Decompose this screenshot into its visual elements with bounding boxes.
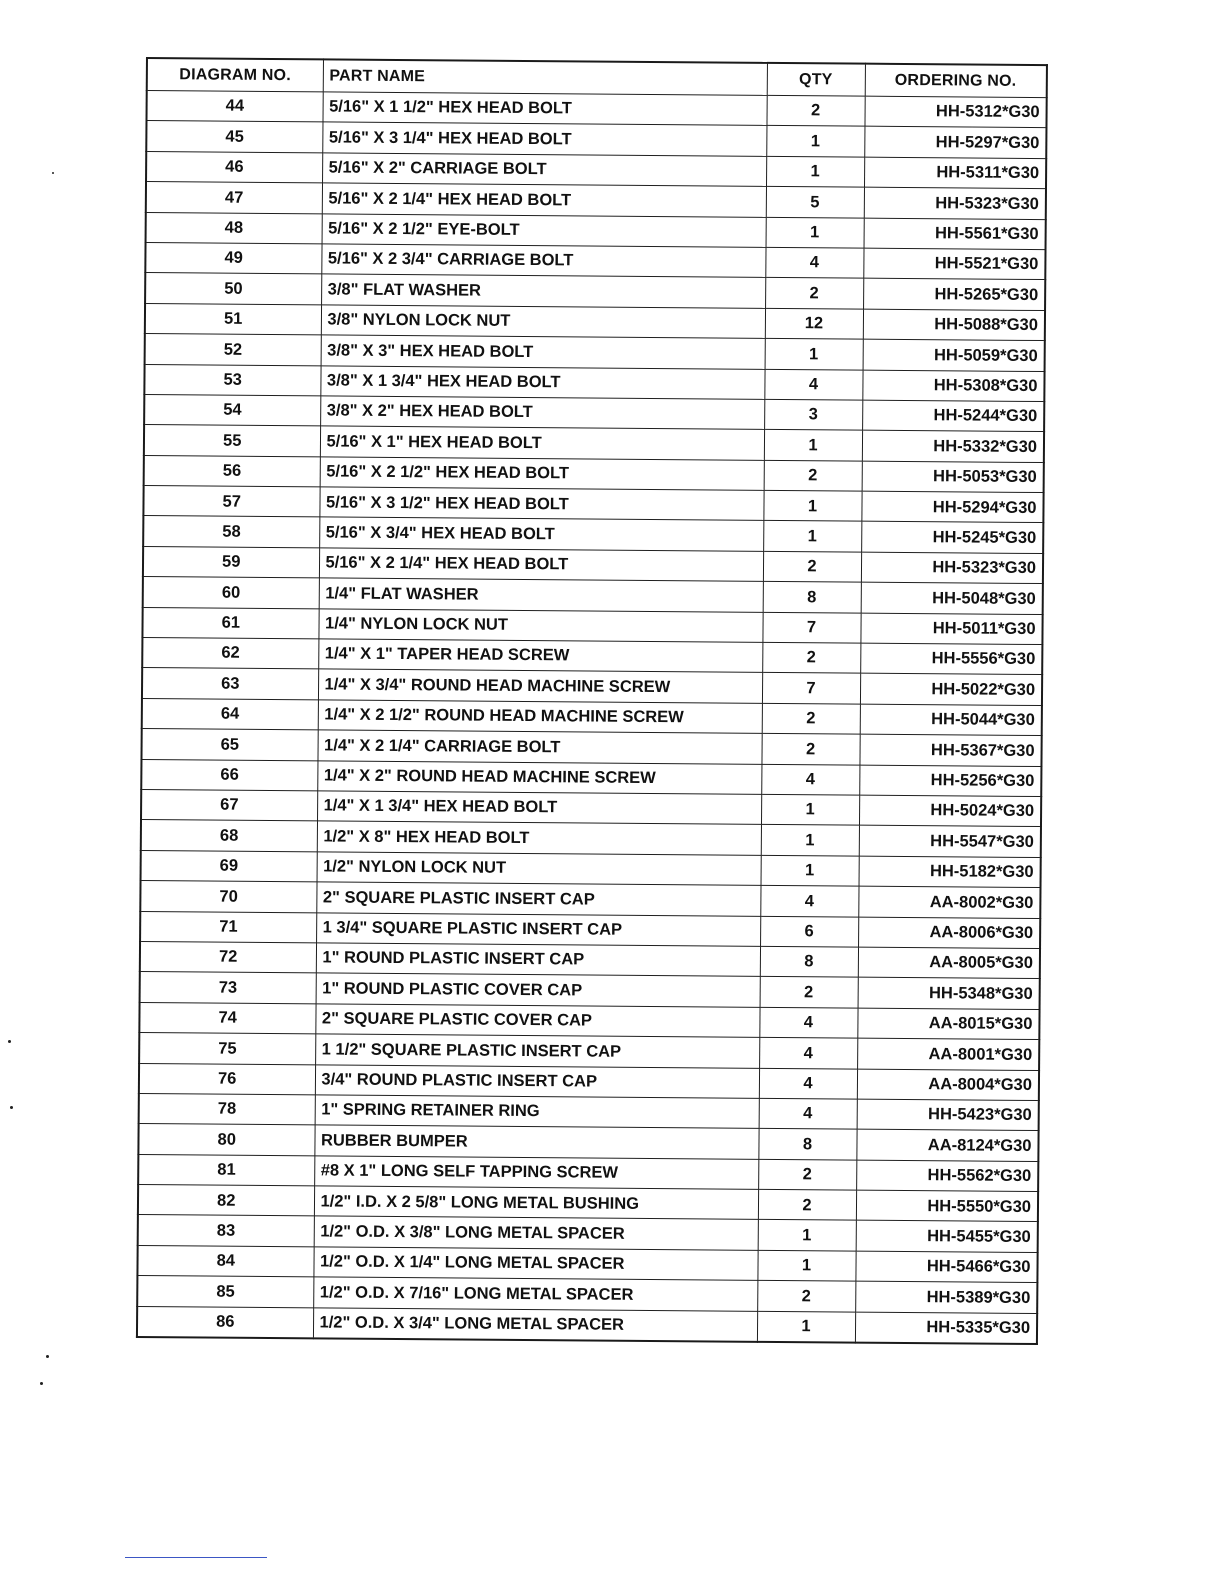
part-name-cell: 1/2" NYLON LOCK NUT [317, 852, 761, 886]
ordering-no-cell: HH-5389*G30 [855, 1281, 1037, 1313]
qty-cell: 7 [762, 612, 860, 643]
qty-cell: 1 [761, 855, 859, 886]
diagram-no-cell: 58 [143, 516, 319, 548]
diagram-no-cell: 82 [138, 1185, 314, 1217]
footer-rule [125, 1557, 267, 1558]
diagram-no-cell: 86 [137, 1306, 313, 1338]
diagram-no-cell: 50 [145, 273, 321, 305]
part-name-cell: 3/8" X 2" HEX HEAD BOLT [320, 396, 764, 430]
ordering-no-cell: AA-8001*G30 [857, 1038, 1039, 1070]
part-name-cell: 2" SQUARE PLASTIC COVER CAP [315, 1004, 759, 1038]
qty-cell: 4 [759, 1068, 857, 1099]
diagram-no-cell: 76 [139, 1063, 315, 1095]
diagram-no-cell: 52 [145, 334, 321, 366]
ordering-no-cell: HH-5044*G30 [860, 704, 1042, 736]
qty-cell: 1 [766, 217, 864, 248]
diagram-no-cell: 69 [141, 850, 317, 882]
ordering-no-cell: HH-5048*G30 [861, 582, 1043, 614]
scan-speck [8, 1040, 11, 1043]
part-name-cell: 1" SPRING RETAINER RING [315, 1095, 759, 1129]
part-name-cell: 5/16" X 2 1/4" HEX HEAD BOLT [319, 548, 763, 582]
diagram-no-cell: 46 [146, 151, 322, 183]
ordering-no-cell: HH-5332*G30 [862, 430, 1044, 462]
scan-speck [52, 172, 54, 174]
header-qty: QTY [767, 63, 865, 96]
diagram-no-cell: 55 [144, 425, 320, 457]
part-name-cell: 5/16" X 1" HEX HEAD BOLT [320, 426, 764, 460]
part-name-cell: 3/8" X 1 3/4" HEX HEAD BOLT [320, 365, 764, 399]
ordering-no-cell: HH-5561*G30 [864, 218, 1046, 250]
header-ordering-no: ORDERING NO. [865, 64, 1047, 98]
part-name-cell: 5/16" X 2" CARRIAGE BOLT [322, 153, 766, 187]
diagram-no-cell: 71 [140, 911, 316, 943]
ordering-no-cell: HH-5323*G30 [861, 552, 1043, 584]
qty-cell: 6 [760, 916, 858, 947]
ordering-no-cell: HH-5562*G30 [856, 1160, 1038, 1192]
ordering-no-cell: HH-5348*G30 [858, 977, 1040, 1009]
diagram-no-cell: 72 [140, 941, 316, 973]
diagram-no-cell: 56 [144, 455, 320, 487]
qty-cell: 2 [762, 642, 860, 673]
ordering-no-cell: HH-5423*G30 [857, 1099, 1039, 1131]
qty-cell: 3 [764, 399, 862, 430]
diagram-no-cell: 45 [146, 121, 322, 153]
qty-cell: 1 [761, 825, 859, 856]
part-name-cell: 5/16" X 2 1/4" HEX HEAD BOLT [322, 183, 766, 217]
part-name-cell: 2" SQUARE PLASTIC INSERT CAP [316, 882, 760, 916]
part-name-cell: 1/2" I.D. X 2 5/8" LONG METAL BUSHING [314, 1186, 758, 1220]
table-row [137, 1306, 1037, 1344]
qty-cell: 1 [757, 1250, 855, 1281]
diagram-no-cell: 73 [140, 972, 316, 1004]
qty-cell: 2 [763, 551, 861, 582]
diagram-no-cell: 49 [145, 242, 321, 274]
diagram-no-cell: 80 [138, 1124, 314, 1156]
part-name-cell: 3/8" NYLON LOCK NUT [321, 305, 765, 339]
ordering-no-cell: HH-5244*G30 [862, 400, 1044, 432]
scan-speck [40, 1382, 43, 1385]
diagram-no-cell: 61 [142, 607, 318, 639]
ordering-no-cell: HH-5550*G30 [856, 1190, 1038, 1222]
qty-cell: 2 [766, 95, 864, 126]
qty-cell: 4 [765, 247, 863, 278]
part-name-cell: 5/16" X 3 1/2" HEX HEAD BOLT [319, 487, 763, 521]
part-name-cell: 5/16" X 2 1/2" HEX HEAD BOLT [320, 457, 764, 491]
qty-cell: 1 [758, 1220, 856, 1251]
ordering-no-cell: AA-8005*G30 [858, 947, 1040, 979]
qty-cell: 1 [766, 126, 864, 157]
qty-cell: 4 [759, 1098, 857, 1129]
part-name-cell: 1" ROUND PLASTIC INSERT CAP [316, 943, 760, 977]
part-name-cell: 1/2" O.D. X 3/4" LONG METAL SPACER [313, 1307, 757, 1341]
ordering-no-cell: HH-5059*G30 [863, 339, 1045, 371]
ordering-no-cell: HH-5182*G30 [859, 856, 1041, 888]
part-name-cell: 3/8" FLAT WASHER [321, 274, 765, 308]
ordering-no-cell: AA-8004*G30 [857, 1069, 1039, 1101]
ordering-no-cell: HH-5521*G30 [863, 248, 1045, 280]
part-name-cell: 1/2" O.D. X 7/16" LONG METAL SPACER [313, 1277, 757, 1311]
part-name-cell: 1/4" X 3/4" ROUND HEAD MACHINE SCREW [318, 669, 762, 703]
header-part-name: PART NAME [323, 59, 767, 95]
ordering-no-cell: HH-5022*G30 [860, 674, 1042, 706]
parts-list-table [136, 57, 1048, 1345]
part-name-cell: 5/16" X 2 1/2" EYE-BOLT [322, 213, 766, 247]
ordering-no-cell: HH-5011*G30 [860, 613, 1042, 645]
part-name-cell: 1/4" FLAT WASHER [319, 578, 763, 612]
ordering-no-cell: AA-8124*G30 [856, 1129, 1038, 1161]
qty-cell: 2 [758, 1189, 856, 1220]
qty-cell: 2 [764, 460, 862, 491]
part-name-cell: 5/16" X 3/4" HEX HEAD BOLT [319, 517, 763, 551]
part-name-cell: 1/4" X 2" ROUND HEAD MACHINE SCREW [317, 760, 761, 794]
diagram-no-cell: 67 [141, 789, 317, 821]
diagram-no-cell: 59 [143, 546, 319, 578]
part-name-cell: 1/4" NYLON LOCK NUT [318, 609, 762, 643]
ordering-no-cell: HH-5294*G30 [861, 491, 1043, 523]
part-name-cell: 1 3/4" SQUARE PLASTIC INSERT CAP [316, 912, 760, 946]
qty-cell: 1 [757, 1311, 855, 1343]
ordering-no-cell: HH-5265*G30 [863, 278, 1045, 310]
diagram-no-cell: 68 [141, 820, 317, 852]
scan-speck [46, 1355, 49, 1358]
diagram-no-cell: 81 [138, 1154, 314, 1186]
part-name-cell: 5/16" X 2 3/4" CARRIAGE BOLT [321, 244, 765, 278]
qty-cell: 7 [762, 673, 860, 704]
diagram-no-cell: 85 [137, 1276, 313, 1308]
ordering-no-cell: HH-5311*G30 [864, 157, 1046, 189]
ordering-no-cell: HH-5547*G30 [859, 825, 1041, 857]
ordering-no-cell: AA-8006*G30 [858, 917, 1040, 949]
diagram-no-cell: 47 [146, 182, 322, 214]
qty-cell: 4 [761, 764, 859, 795]
diagram-no-cell: 60 [143, 577, 319, 609]
ordering-no-cell: HH-5053*G30 [862, 461, 1044, 493]
ordering-no-cell: HH-5024*G30 [859, 795, 1041, 827]
ordering-no-cell: HH-5256*G30 [859, 765, 1041, 797]
part-name-cell: 1/4" X 2 1/4" CARRIAGE BOLT [317, 730, 761, 764]
part-name-cell: 1 1/2" SQUARE PLASTIC INSERT CAP [315, 1034, 759, 1068]
qty-cell: 2 [761, 734, 859, 765]
diagram-no-cell: 66 [141, 759, 317, 791]
ordering-no-cell: HH-5312*G30 [864, 96, 1046, 128]
diagram-no-cell: 57 [143, 486, 319, 518]
qty-cell: 4 [759, 1037, 857, 1068]
qty-cell: 1 [765, 338, 863, 369]
ordering-no-cell: HH-5245*G30 [861, 522, 1043, 554]
qty-cell: 4 [759, 1007, 857, 1038]
diagram-no-cell: 74 [139, 1002, 315, 1034]
qty-cell: 2 [760, 977, 858, 1008]
qty-cell: 4 [760, 886, 858, 917]
diagram-no-cell: 78 [139, 1093, 315, 1125]
qty-cell: 4 [764, 369, 862, 400]
qty-cell: 8 [760, 946, 858, 977]
part-name-cell: 1/2" X 8" HEX HEAD BOLT [317, 821, 761, 855]
diagram-no-cell: 44 [146, 91, 322, 123]
part-name-cell: 1/2" O.D. X 3/8" LONG METAL SPACER [314, 1216, 758, 1250]
ordering-no-cell: HH-5335*G30 [855, 1312, 1037, 1344]
qty-cell: 1 [763, 490, 861, 521]
diagram-no-cell: 48 [146, 212, 322, 244]
diagram-no-cell: 83 [138, 1215, 314, 1247]
ordering-no-cell: HH-5367*G30 [859, 734, 1041, 766]
part-name-cell: 1" ROUND PLASTIC COVER CAP [316, 973, 760, 1007]
qty-cell: 1 [766, 156, 864, 187]
parts-table-body [137, 91, 1047, 1345]
qty-cell: 2 [758, 1159, 856, 1190]
diagram-no-cell: 62 [142, 638, 318, 670]
ordering-no-cell: HH-5455*G30 [856, 1221, 1038, 1253]
diagram-no-cell: 84 [137, 1245, 313, 1277]
qty-cell: 8 [758, 1129, 856, 1160]
qty-cell: 12 [765, 308, 863, 339]
part-name-cell: 1/4" X 2 1/2" ROUND HEAD MACHINE SCREW [318, 700, 762, 734]
part-name-cell: 3/4" ROUND PLASTIC INSERT CAP [315, 1064, 759, 1098]
diagram-no-cell: 65 [141, 729, 317, 761]
part-name-cell: 1/2" O.D. X 1/4" LONG METAL SPACER [313, 1247, 757, 1281]
part-name-cell: 5/16" X 1 1/2" HEX HEAD BOLT [322, 92, 766, 126]
ordering-no-cell: HH-5323*G30 [864, 187, 1046, 219]
qty-cell: 2 [757, 1281, 855, 1312]
ordering-no-cell: HH-5297*G30 [864, 127, 1046, 159]
qty-cell: 1 [764, 430, 862, 461]
qty-cell: 2 [765, 278, 863, 309]
part-name-cell: 5/16" X 3 1/4" HEX HEAD BOLT [322, 122, 766, 156]
qty-cell: 5 [766, 187, 864, 218]
diagram-no-cell: 53 [144, 364, 320, 396]
qty-cell: 2 [762, 703, 860, 734]
ordering-no-cell: HH-5088*G30 [863, 309, 1045, 341]
diagram-no-cell: 70 [140, 881, 316, 913]
part-name-cell: 3/8" X 3" HEX HEAD BOLT [321, 335, 765, 369]
diagram-no-cell: 63 [142, 668, 318, 700]
ordering-no-cell: AA-8002*G30 [858, 886, 1040, 918]
ordering-no-cell: AA-8015*G30 [857, 1008, 1039, 1040]
qty-cell: 8 [763, 582, 861, 613]
part-name-cell: #8 X 1" LONG SELF TAPPING SCREW [314, 1156, 758, 1190]
ordering-no-cell: HH-5308*G30 [862, 370, 1044, 402]
diagram-no-cell: 75 [139, 1033, 315, 1065]
part-name-cell: 1/4" X 1 3/4" HEX HEAD BOLT [317, 791, 761, 825]
part-name-cell: 1/4" X 1" TAPER HEAD SCREW [318, 639, 762, 673]
diagram-no-cell: 64 [142, 698, 318, 730]
ordering-no-cell: HH-5556*G30 [860, 643, 1042, 675]
header-diagram-no: DIAGRAM NO. [147, 58, 323, 92]
part-name-cell: RUBBER BUMPER [314, 1125, 758, 1159]
scan-speck [10, 1106, 13, 1109]
qty-cell: 1 [761, 794, 859, 825]
ordering-no-cell: HH-5466*G30 [855, 1251, 1037, 1283]
diagram-no-cell: 54 [144, 394, 320, 426]
qty-cell: 1 [763, 521, 861, 552]
diagram-no-cell: 51 [145, 303, 321, 335]
